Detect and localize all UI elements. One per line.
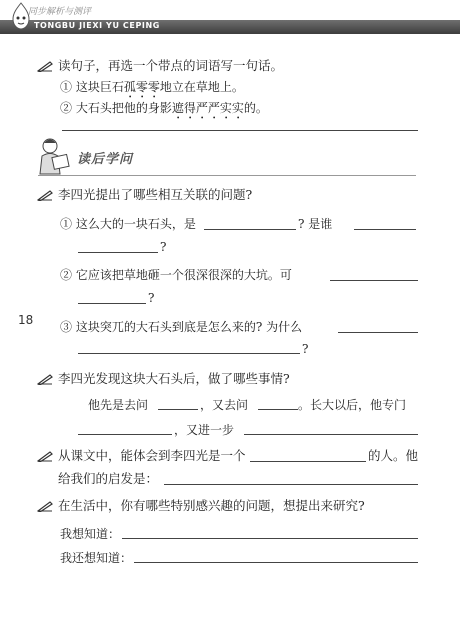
q1-s1-pre: 这块巨石 xyxy=(75,80,124,94)
q1-prompt: 读句子，再选一个带点的词语写一句话。 xyxy=(58,58,284,73)
q4-blank-2[interactable] xyxy=(164,484,418,485)
q2-item-1a xyxy=(60,216,196,232)
q5-want-label: 我想知道： xyxy=(60,527,121,541)
q5-prompt: 在生活中，你有哪些特别感兴趣的问题，想提出来研究? xyxy=(58,498,365,513)
section-title: 读后学问 xyxy=(77,152,134,167)
q4-text-c: 给我们的启发是： xyxy=(58,471,159,486)
q1-answer-line[interactable] xyxy=(62,130,418,131)
q2-i1-blank-2[interactable] xyxy=(354,229,416,230)
q1-s2-dotted-word: 遮得严严实实 xyxy=(171,101,244,115)
q2-i1-num: ① xyxy=(60,217,73,231)
q2-i3-blank-1[interactable] xyxy=(338,332,418,333)
q2-prompt: 李四光提出了哪些相互关联的问题? xyxy=(58,187,253,202)
book-subtitle: TONGBU JIEXI YU CEPING xyxy=(34,21,160,30)
q2-item-3a xyxy=(60,319,302,335)
q2-i3-num: ③ xyxy=(60,320,73,334)
pencil-icon xyxy=(37,373,54,385)
q1-s2-num: ② xyxy=(60,101,73,115)
q2-i1-blank-1[interactable] xyxy=(204,229,296,230)
q2-i3-text: 这块突兀的大石头到底是怎么来的? 为什么 xyxy=(75,320,303,334)
q2-i2-blank-1[interactable] xyxy=(330,280,418,281)
q2-i2-text: 它应该把草地砸一个很深很深的大坑。可 xyxy=(75,268,292,282)
q5-also-want-line[interactable] xyxy=(134,562,418,563)
q4-text-a: 从课文中，能体会到李四光是一个 xyxy=(58,448,246,463)
q2-i1-text: 这么大的一块石头，是 xyxy=(75,217,196,231)
q3-blank-2[interactable] xyxy=(258,409,298,410)
q2-i3-blank-2[interactable] xyxy=(78,353,300,354)
q4-blank-1[interactable] xyxy=(250,461,366,462)
q3-blank-3[interactable] xyxy=(78,434,172,435)
q3-text-c: 。长大以后，他专门 xyxy=(298,398,407,412)
q4-text-b: 的人。他 xyxy=(368,448,419,463)
q5-also-want-label: 我还想知道： xyxy=(60,551,133,565)
pencil-icon xyxy=(37,60,54,72)
q5-want-line[interactable] xyxy=(122,538,418,539)
pencil-icon xyxy=(37,500,54,512)
q1-s2-post: 的。 xyxy=(243,101,268,115)
q2-i2-blank-2[interactable] xyxy=(78,303,146,304)
q3-text-a: 他先是去问 xyxy=(88,398,149,412)
q2-i3-end: ? xyxy=(302,342,309,356)
q1-s1-post: 地立在草地上。 xyxy=(159,80,244,94)
q3-text-b: ，又去问 xyxy=(200,398,249,412)
pencil-icon xyxy=(37,189,54,201)
q2-i1-mid: ? 是谁 xyxy=(298,217,333,231)
q3-blank-1[interactable] xyxy=(158,409,198,410)
q3-text-d: ，又进一步 xyxy=(174,423,235,437)
pencil-icon xyxy=(37,450,54,462)
q3-blank-4[interactable] xyxy=(244,434,418,435)
book-title: 同步解析与测评 xyxy=(28,7,92,17)
page-number: 18 xyxy=(18,313,34,327)
section-divider xyxy=(38,175,416,176)
q1-sentence-1 xyxy=(60,79,244,101)
q2-i1-blank-3[interactable] xyxy=(78,252,158,253)
q1-s2-pre: 大石头把他的身影 xyxy=(75,101,172,115)
q2-i2-end: ? xyxy=(148,291,155,305)
q1-s1-dotted-word: 孤零零 xyxy=(123,80,160,94)
reading-boy-icon xyxy=(36,136,70,178)
q2-i1-end: ? xyxy=(160,240,167,254)
q1-sentence-2 xyxy=(60,100,268,122)
q1-s1-num: ① xyxy=(60,80,73,94)
q2-i2-num: ② xyxy=(60,268,73,282)
q3-prompt: 李四光发现这块大石头后，做了哪些事情? xyxy=(58,371,290,386)
q2-item-2a xyxy=(60,267,292,283)
